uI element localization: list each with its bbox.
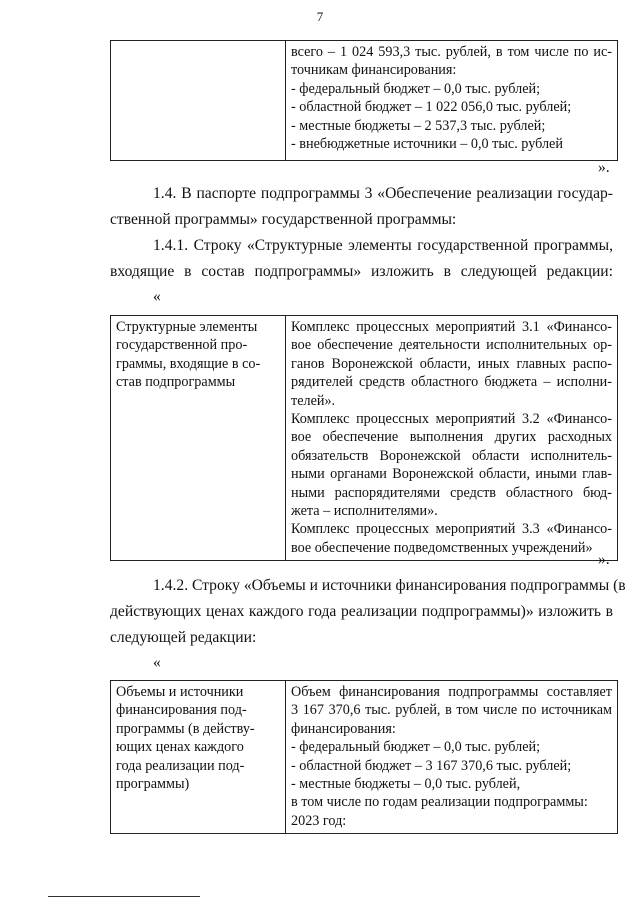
paragraph-line: следующей редакции: <box>110 629 257 646</box>
cell-line: вое обеспечение выполнения других расходных <box>291 429 612 446</box>
table-cell-financing-details <box>286 41 618 161</box>
cell-line: программы (в действу- <box>116 720 255 737</box>
page-number: 7 <box>316 9 324 24</box>
paragraph-line: 1.4.1. Строку «Структурные элементы государственной программы, <box>153 237 613 254</box>
cell-line: всего – 1 024 593,3 тыс. рублей, в том числе по ис- <box>291 44 612 60</box>
cell-line: ными органами Воронежской области, иными глав- <box>291 466 612 483</box>
opening-quote: « <box>153 288 161 305</box>
closing-quote: ». <box>598 159 610 176</box>
cell-line: - местные бюджеты – 0,0 тыс. рублей, <box>291 776 521 793</box>
cell-line: 2023 год: <box>291 812 347 829</box>
cell-line: финансирования: <box>291 720 396 737</box>
cell-line: - федеральный бюджет – 0,0 тыс. рублей; <box>291 739 541 756</box>
cell-line: - областной бюджет – 1 022 056,0 тыс. рублей; <box>291 99 572 116</box>
cell-line: Объемы и источники <box>116 684 244 700</box>
cell-line: Комплекс процессных мероприятий 3.2 «Финансо- <box>291 411 612 428</box>
paragraph-line: входящие в состав подпрограммы» изложить в следующей редакции: <box>110 263 613 280</box>
cell-line: граммы, входящие в со- <box>116 355 261 372</box>
cell-line: рядителей средств областного бюджета – исполни- <box>291 374 612 391</box>
cell-line: года реализации под- <box>116 757 245 774</box>
financing-table-continuation <box>110 40 618 161</box>
cell-line: телей». <box>291 392 336 409</box>
closing-quote: ». <box>598 551 610 568</box>
cell-line: в том числе по годам реализации подпрограммы: <box>291 794 588 811</box>
cell-line: жета – исполнителями». <box>291 503 438 520</box>
paragraph-line: 1.4. В паспорте подпрограммы 3 «Обеспечение реализации государ- <box>153 185 613 202</box>
cell-line: Структурные элементы <box>116 319 258 335</box>
cell-line: ными распорядителями средств областного бюд- <box>291 484 612 501</box>
opening-quote: « <box>153 654 161 671</box>
cell-line: Объем финансирования подпрограммы составляет <box>291 684 612 700</box>
cell-line: Комплекс процессных мероприятий 3.3 «Финансо- <box>291 521 612 538</box>
cell-line: вое обеспечение подведомственных учреждений» <box>291 539 593 556</box>
cell-line: - внебюджетные источники – 0,0 тыс. рублей <box>291 136 563 153</box>
financing-volumes-table <box>110 680 618 834</box>
cell-line: обязательств Воронежской области исполнитель- <box>291 447 612 464</box>
table-cell-structural-elements <box>286 316 618 561</box>
structural-elements-table <box>110 315 618 561</box>
table-cell-row-title <box>111 316 286 561</box>
cell-line: вое обеспечение деятельности исполнительных ор- <box>291 337 612 354</box>
cell-line: став подпрограммы <box>116 374 236 391</box>
cell-line: точникам финансирования: <box>291 62 457 79</box>
cell-line: государственной про- <box>116 337 248 354</box>
cell-line: Комплекс процессных мероприятий 3.1 «Финансо- <box>291 319 612 335</box>
cell-line: 3 167 370,6 тыс. рублей, в том числе по источникам <box>291 702 612 719</box>
paragraph-line: 1.4.2. Строку «Объемы и источники финансирования подпрограммы (в <box>153 577 626 594</box>
table-row <box>111 41 618 161</box>
table-cell-financing-volumes <box>286 681 618 834</box>
cell-line: - областной бюджет – 3 167 370,6 тыс. рублей; <box>291 757 572 774</box>
table-cell-row-title <box>111 681 286 834</box>
table-row <box>111 681 618 834</box>
paragraph-line: действующих ценах каждого года реализации подпрограммы)» изложить в <box>110 603 613 620</box>
cell-line: - федеральный бюджет – 0,0 тыс. рублей; <box>291 80 541 97</box>
table-row <box>111 316 618 561</box>
footnote-divider <box>48 896 200 897</box>
cell-line: ганов Воронежской области, иных главных распо- <box>291 355 612 372</box>
paragraph-line: ственной программы» государственной программы: <box>110 211 457 228</box>
cell-line: финансирования под- <box>116 702 247 719</box>
cell-line: - местные бюджеты – 2 537,3 тыс. рублей; <box>291 117 546 134</box>
table-cell-empty <box>111 41 286 161</box>
cell-line: ющих ценах каждого <box>116 739 244 756</box>
cell-line: программы) <box>116 776 190 793</box>
